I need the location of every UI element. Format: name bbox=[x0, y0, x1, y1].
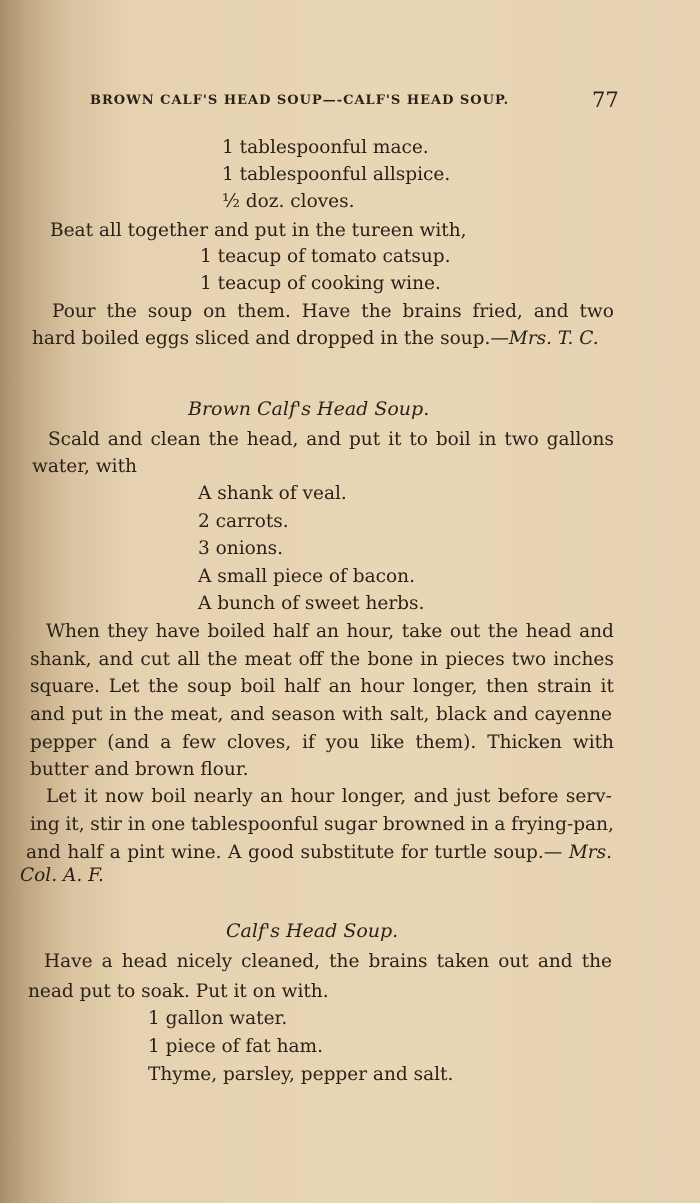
paragraph-line: When they have boiled half an hour, take out the head and bbox=[46, 621, 614, 642]
ingredient-line: 1 tablespoonful allspice. bbox=[222, 164, 451, 185]
recipe-title: Calf's Head Soup. bbox=[226, 920, 399, 942]
ingredient-line: 1 teacup of cooking wine. bbox=[200, 273, 441, 294]
paragraph-line: nead put to soak. Put it on with. bbox=[28, 981, 329, 1002]
attribution: Mrs. T. C. bbox=[508, 328, 599, 349]
ingredient-line: 1 tablespoonful mace. bbox=[222, 137, 429, 158]
ingredient-line: A bunch of sweet herbs. bbox=[198, 593, 425, 614]
ingredient-line: 1 gallon water. bbox=[148, 1008, 288, 1029]
recipe-title: Brown Calf's Head Soup. bbox=[188, 398, 430, 420]
paragraph-line: and put in the meat, and season with salt, black and cayenne bbox=[30, 704, 612, 725]
paragraph-line: ing it, stir in one tablespoonful sugar browned in a frying-pan, bbox=[30, 814, 614, 835]
paragraph-line: Scald and clean the head, and put it to boil in two gallons bbox=[48, 429, 614, 450]
ingredient-line: A shank of veal. bbox=[198, 483, 347, 504]
paragraph-line: Have a head nicely cleaned, the brains taken out and the bbox=[44, 951, 612, 972]
paragraph-line: square. Let the soup boil half an hour longer, then strain it bbox=[30, 676, 614, 697]
attribution: Mrs. bbox=[568, 842, 612, 863]
paragraph-line: and half a pint wine. A good substitute for turtle soup.— Mrs. bbox=[26, 842, 612, 863]
paragraph-line: hard boiled eggs sliced and dropped in the soup.—Mrs. T. C. bbox=[32, 328, 599, 349]
ingredient-line: ½ doz. cloves. bbox=[222, 191, 355, 212]
paragraph-line: water, with bbox=[32, 456, 137, 477]
instruction-line: Beat all together and put in the tureen with, bbox=[50, 220, 467, 241]
paragraph-line: butter and brown flour. bbox=[30, 759, 249, 780]
paragraph-line: Pour the soup on them. Have the brains fried, and two bbox=[52, 301, 614, 322]
ingredient-line: 2 carrots. bbox=[198, 511, 289, 532]
page-number: 77 bbox=[592, 88, 619, 112]
ingredient-line: 3 onions. bbox=[198, 538, 284, 559]
running-head: BROWN CALF'S HEAD SOUP—-CALF'S HEAD SOUP. bbox=[90, 93, 510, 108]
paragraph-line: Let it now boil nearly an hour longer, and just before serv- bbox=[46, 786, 612, 807]
ingredient-line: Thyme, parsley, pepper and salt. bbox=[148, 1064, 454, 1085]
ingredient-line: A small piece of bacon. bbox=[198, 566, 415, 587]
paragraph-line: shank, and cut all the meat off the bone in pieces two inches bbox=[30, 649, 614, 670]
ingredient-line: 1 teacup of tomato catsup. bbox=[200, 246, 451, 267]
attribution: Col. A. F. bbox=[20, 865, 104, 886]
ingredient-line: 1 piece of fat ham. bbox=[148, 1036, 323, 1057]
paragraph-line: pepper (and a few cloves, if you like them). Thicken with bbox=[30, 732, 614, 753]
